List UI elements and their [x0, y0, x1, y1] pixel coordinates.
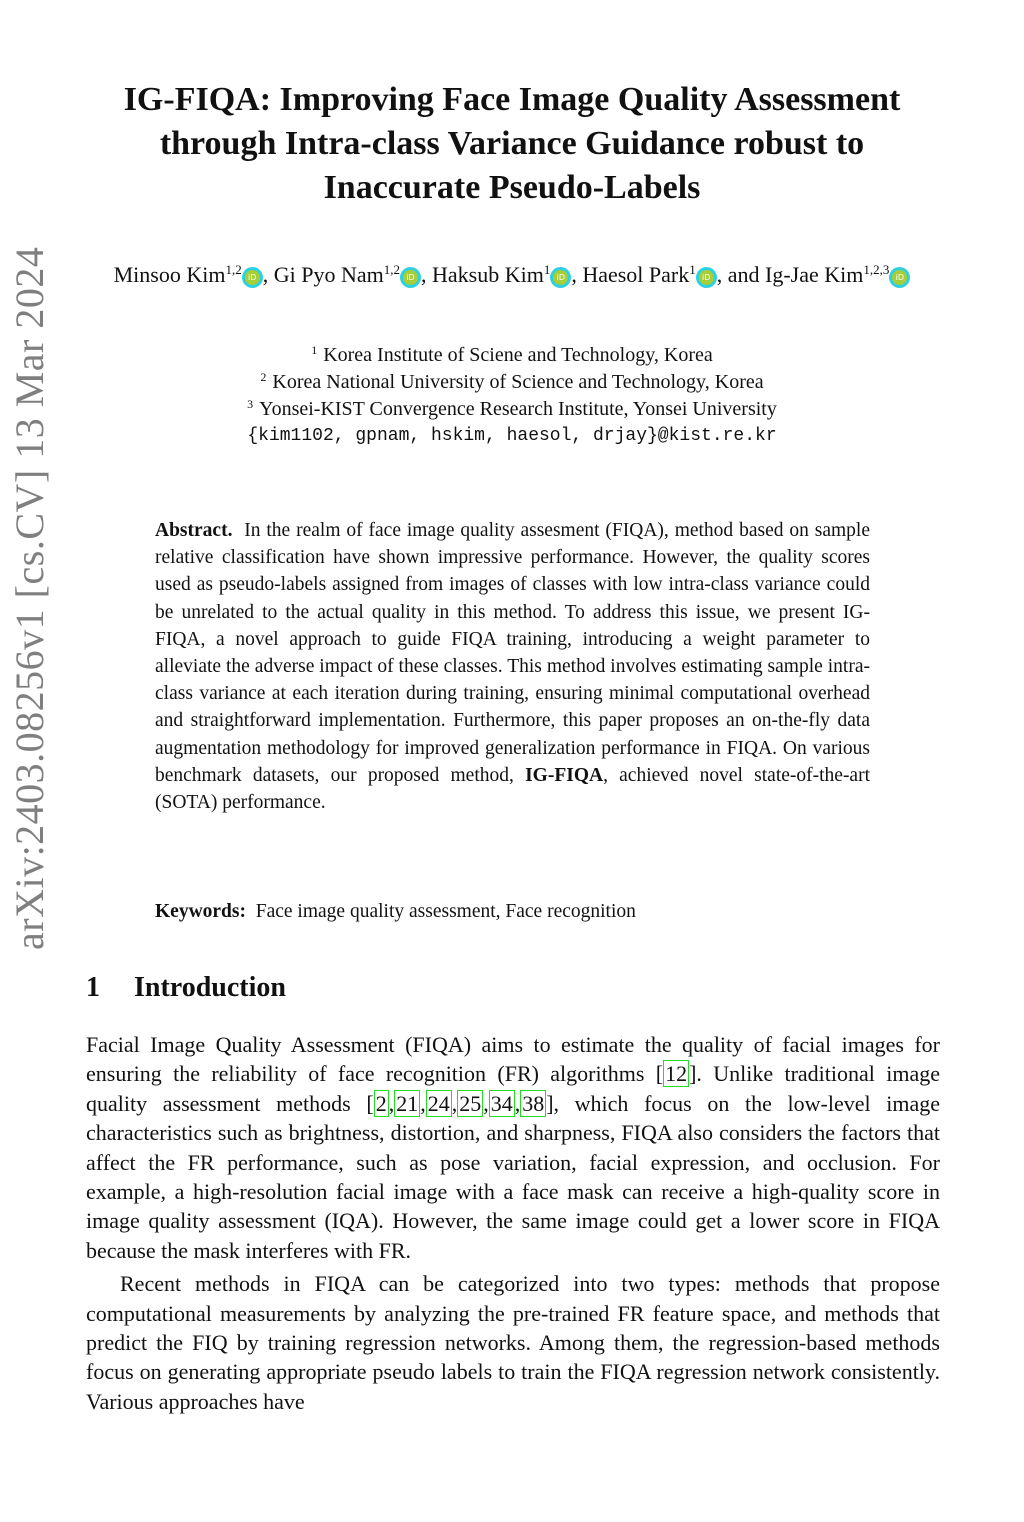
keywords [155, 898, 870, 925]
section-body [86, 1030, 940, 1416]
affiliation [150, 369, 874, 396]
abstract [155, 517, 870, 816]
orcid-icon[interactable]: iD [244, 269, 261, 286]
affiliation-text: Yonsei-KIST Convergence Research Institute, Yonsei University [259, 398, 777, 420]
citation-link[interactable]: 34 [490, 1090, 513, 1116]
citation-link[interactable]: 25 [459, 1090, 482, 1116]
author [582, 262, 765, 287]
author-affil-sup: 1 [543, 262, 551, 277]
affiliation [150, 342, 874, 369]
author-affil-sup: 1,2 [383, 262, 400, 277]
affiliation-text: Korea Institute of Sciene and Technology, Korea [323, 344, 713, 366]
author-separator: , and [716, 262, 765, 287]
orcid-icon[interactable]: iD [402, 269, 419, 286]
author-affil-sup: 1,2 [225, 262, 242, 277]
paragraph-text: . Unlike traditional image quality assessment methods [86, 1061, 940, 1116]
affiliation [150, 396, 874, 423]
paragraph-text: Facial Image Quality Assessment (FIQA) aims to estimate the quality of facial images for ensuring the reliability of face recognition (FR) algorithms [86, 1032, 940, 1087]
affiliation-list [150, 342, 874, 450]
orcid-icon[interactable]: iD [891, 269, 908, 286]
affiliation-text: Korea National University of Science and Technology, Korea [272, 371, 764, 393]
abstract-text-end: , achieved novel state-of-the-art (SOTA) performance. [155, 764, 871, 814]
author-emails[interactable]: {kim1102, gpnam, hskim, haesol, drjay}@kist.re.kr [247, 426, 777, 446]
author [114, 262, 274, 287]
section-number: 1 [86, 972, 100, 1003]
affiliation-number: 3 [247, 397, 254, 411]
section-heading [86, 970, 286, 1006]
paragraph: Recent methods in FIQA can be categorized into two types: methods that propose computational measurements by analyzing the pre-trained FR feature space, and methods that predict the FIQ by training regression networks. Among them, the regression-based methods focus on generating appropriate pseudo labels to train the FIQA regression network consistently. Various approaches have [86, 1271, 940, 1414]
section-title: Introduction [134, 972, 286, 1003]
keywords-text: Face image quality assessment, Face recognition [255, 901, 636, 922]
paragraph: Facial Image Quality Assessment (FIQA) aims to estimate the quality of facial images for ensuring the reliability of face recognition (FR) algorithms [12]. Unlike traditional image quality assessment methods [2,21,24,25,34,38], which focus on the low-level image characteristics such as brightness, distortion, and sharpness, FIQA also considers the factors that affect the FR performance, such as pose variation, facial expression, and occlusion. For example, a high-resolution facial image with a face mask can receive a high-quality score in image quality assessment (IQA). However, the same image could get a lower score in FIQA because the mask interferes with FR. [86, 1032, 940, 1263]
author [274, 262, 432, 287]
abstract-method-name: IG-FIQA [525, 764, 604, 786]
author-name: Minsoo Kim [113, 262, 226, 287]
abstract-text: In the realm of face image quality assesment (FIQA), method based on sample relative classification have shown impressive performance. However, the quality scores used as pseudo-labels assigned from images of classes with low intra-class variance could be unrelated to the actual quality in this method. To address this issue, we present IG-FIQA, a novel approach to guide FIQA training, introducing a weight parameter to alleviate the adverse impact of these classes. This method involves estimating sample intra-class variance at each iteration during training, ensuring minimal computational overhead and straightforward implementation. Furthermore, this paper proposes an on-the-fly data augmentation methodology for improved generalization performance in FIQA. On various benchmark datasets, our proposed method, [155, 520, 870, 786]
author-name: Ig-Jae Kim [765, 262, 864, 287]
author-list [80, 260, 944, 290]
orcid-icon[interactable]: iD [698, 269, 715, 286]
citation-link[interactable]: 2 [375, 1090, 387, 1116]
author-name: Gi Pyo Nam [273, 262, 384, 287]
orcid-icon[interactable]: iD [552, 269, 569, 286]
citation-link[interactable]: 21 [396, 1090, 419, 1116]
author [765, 262, 910, 287]
abstract-label: Abstract. [155, 520, 233, 541]
author-name: Haesol Park [582, 262, 690, 287]
arxiv-identifier-stamp: arXiv:2403.08256v1 [cs.CV] 13 Mar 2024 [7, 246, 52, 950]
citation-link[interactable]: 24 [427, 1090, 450, 1116]
author-separator: , [420, 262, 432, 287]
affiliation-number: 2 [260, 370, 267, 384]
author-separator: , [262, 262, 274, 287]
citation-link[interactable]: 38 [522, 1090, 545, 1116]
citation-link[interactable]: 12 [665, 1061, 688, 1087]
author-affil-sup: 1 [689, 262, 696, 277]
author-separator: , [571, 262, 583, 287]
paragraph-text: , which focus on the low-level image characteristics such as brightness, distortion, and sharpness, FIQA also considers the factors that affect the FR performance, such as pose variation, facial expression, and occlusion. For example, a high-resolution facial image with a face mask can receive a high-quality score in image quality assessment (IQA). However, the same image could get a lower score in FIQA because the mask interferes with FR. [86, 1090, 940, 1263]
author-affil-sup: 1,2,3 [863, 262, 890, 277]
author-name: Haksub Kim [431, 262, 544, 287]
affiliation-number: 1 [311, 343, 318, 357]
author [432, 262, 582, 287]
keywords-label: Keywords: [155, 901, 246, 922]
paper-title: IG-FIQA: Improving Face Image Quality Assessment through Intra-class Variance Guidance robust to Inaccurate Pseudo-Labels [123, 81, 901, 206]
